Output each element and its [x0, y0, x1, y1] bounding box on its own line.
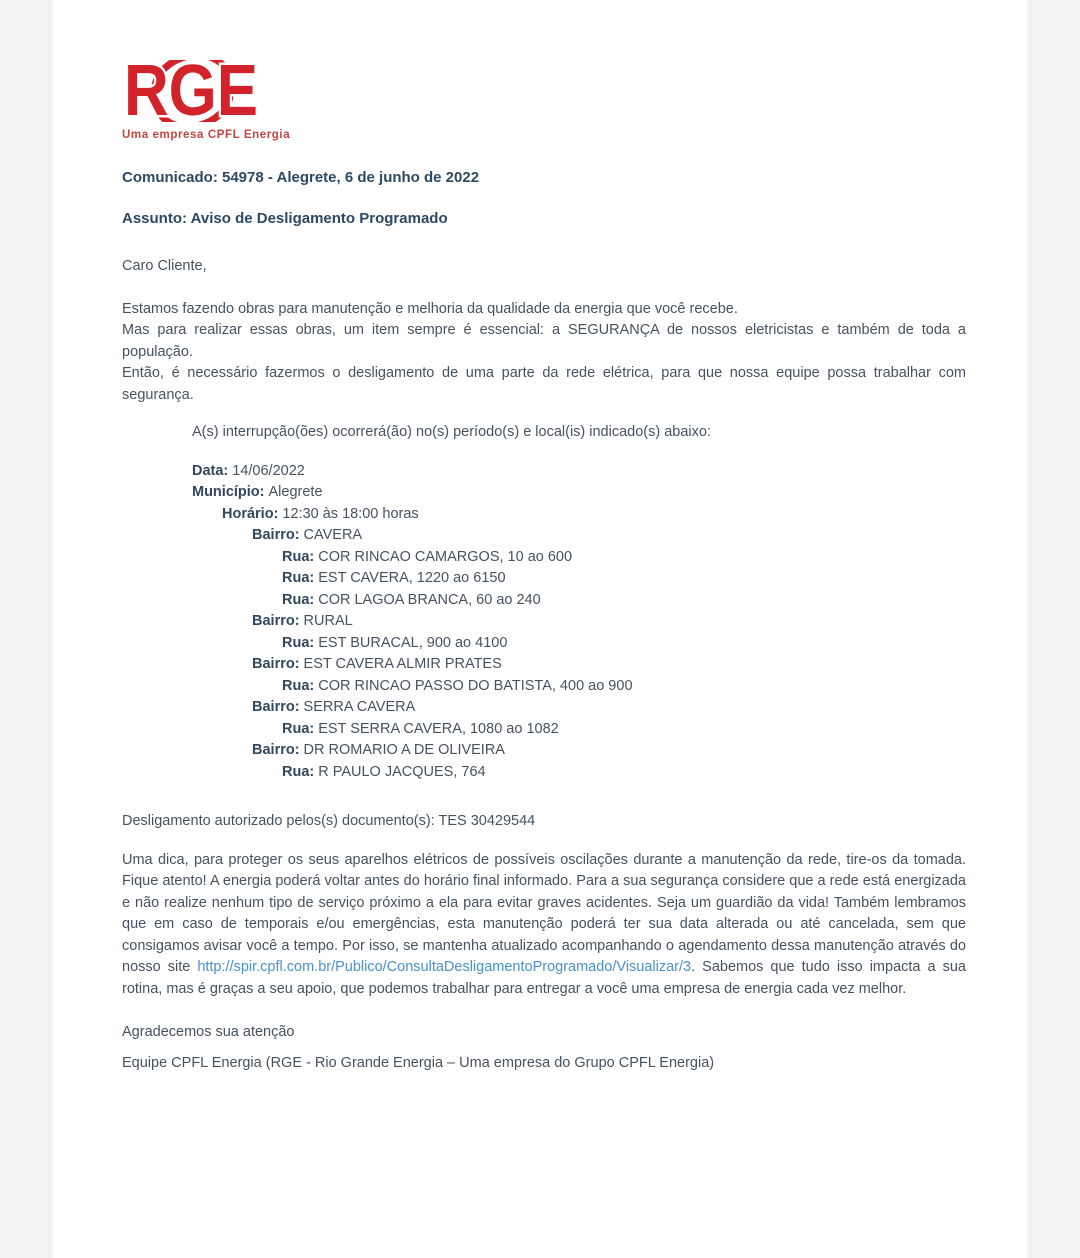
schedule-row-label: Rua: — [282, 720, 315, 737]
schedule-row — [122, 654, 966, 676]
schedule-row-label: Bairro: — [252, 742, 300, 758]
schedule-row — [122, 633, 966, 655]
schedule-row-value: Alegrete — [268, 484, 323, 500]
schedule-row-value: 14/06/2022 — [232, 462, 305, 479]
schedule-row — [122, 611, 966, 633]
schedule-row — [122, 461, 966, 483]
interruption-notice: A(s) interrupção(ões) ocorrerá(ão) no(s) período(s) e local(is) indicado(s) abaixo: — [192, 424, 711, 440]
schedule-row — [122, 504, 966, 526]
rge-logo — [122, 60, 966, 141]
authorization-line: Desligamento autorizado pelos(s) documento(s): TES 30429544 — [122, 813, 536, 829]
intro-sentence-3: Então, é necessário fazermos o desligamento de uma parte da rede elétrica, para que nossa equipe possa trabalhar com segurança. — [122, 365, 966, 403]
schedule-row-label: Rua: — [282, 677, 315, 694]
schedule-row-value: COR RINCAO PASSO DO BATISTA, 400 ao 900 — [318, 677, 633, 694]
svg-text:RGE: RGE — [124, 60, 258, 122]
schedule-row-label: Rua: — [282, 570, 315, 586]
schedule-row-value: EST CAVERA ALMIR PRATES — [303, 656, 502, 672]
schedule-consultation-link[interactable]: http://spir.cpfl.com.br/Publico/ConsultaDesligamentoProgramado/Visualizar/3 — [197, 959, 692, 975]
schedule-row-value: SERRA CAVERA — [303, 699, 416, 715]
schedule-list — [122, 461, 966, 784]
schedule-row — [122, 719, 966, 741]
schedule-row-value: COR RINCAO CAMARGOS, 10 ao 600 — [318, 548, 573, 565]
schedule-row-label: Bairro: — [252, 699, 300, 715]
schedule-row — [122, 762, 966, 784]
schedule-row-label: Horário: — [222, 505, 279, 522]
advice-text-after-link: . Sabemos que tudo isso impacta a sua rotina, mas é graças a seu apoio, que podemos trabalhar para entregar a você uma empresa de energia cada vez melhor. — [122, 959, 966, 997]
schedule-row-value: R PAULO JACQUES, 764 — [318, 763, 486, 780]
intro-sentence-2: Mas para realizar essas obras, um item sempre é essencial: a SEGURANÇA de nossos eletricistas e também de toda a população. — [122, 322, 966, 360]
schedule-row-label: Município: — [192, 484, 265, 500]
logo-tagline: Uma empresa CPFL Energia — [122, 129, 291, 141]
schedule-row-value: COR LAGOA BRANCA, 60 ao 240 — [318, 591, 541, 608]
schedule-row-value: EST BURACAL, 900 ao 4100 — [318, 634, 508, 651]
advice-paragraph — [122, 850, 966, 1001]
schedule-row — [122, 740, 966, 762]
intro-sentence-1: Estamos fazendo obras para manutenção e melhoria da qualidade da energia que você recebe. — [122, 300, 738, 317]
schedule-row-label: Bairro: — [252, 527, 300, 543]
intro-paragraph — [122, 299, 966, 407]
schedule-row — [122, 525, 966, 547]
schedule-row-value: EST CAVERA, 1220 ao 6150 — [318, 570, 506, 586]
salutation: Caro Cliente, — [122, 258, 207, 274]
signature-line: Equipe CPFL Energia (RGE - Rio Grande Energia – Uma empresa do Grupo CPFL Energia) — [122, 1054, 715, 1071]
schedule-row-value: DR ROMARIO A DE OLIVEIRA — [303, 742, 505, 758]
schedule-row — [122, 547, 966, 569]
thanks-line: Agradecemos sua atenção — [122, 1024, 295, 1040]
schedule-row — [122, 697, 966, 719]
schedule-row-label: Rua: — [282, 634, 315, 651]
comunicado-heading: Comunicado: 54978 - Alegrete, 6 de junho de 2022 — [122, 169, 480, 186]
schedule-row-label: Rua: — [282, 763, 315, 780]
schedule-row-value: 12:30 às 18:00 horas — [282, 505, 419, 522]
advice-text-before-link: Uma dica, para proteger os seus aparelhos elétricos de possíveis oscilações durante a manutenção da rede, tire-os da tomada. Fique atento! A energia poderá voltar antes do horário final informado. Para a sua segurança considere que a rede está energizada e não realize nenhum tipo de serviço próximo a ela para evitar graves acidentes. Seja um guardião da vida! Também lembramos que em caso de temporais e/ou emergências, esta manutenção poderá ter sua data alterada ou até cancelada, sem que consigamos avisar você a tempo. Por isso, se mantenha atualizado acompanhando o agendamento dessa manutenção através do nosso site — [122, 851, 966, 975]
schedule-row-value: EST SERRA CAVERA, 1080 ao 1082 — [318, 720, 559, 737]
rge-logo-icon — [122, 60, 272, 122]
assunto-heading: Assunto: Aviso de Desligamento Programado — [122, 210, 448, 227]
schedule-row — [122, 590, 966, 612]
schedule-row-label: Data: — [192, 462, 229, 479]
schedule-row-label: Rua: — [282, 591, 315, 608]
schedule-row — [122, 568, 966, 590]
letter-page — [53, 0, 1027, 1258]
schedule-row-label: Rua: — [282, 548, 315, 565]
schedule-row — [122, 676, 966, 698]
schedule-row-value: CAVERA — [303, 527, 363, 543]
schedule-row — [122, 482, 966, 504]
schedule-row-label: Bairro: — [252, 613, 300, 629]
schedule-row-label: Bairro: — [252, 656, 300, 672]
schedule-row-value: RURAL — [303, 613, 353, 629]
